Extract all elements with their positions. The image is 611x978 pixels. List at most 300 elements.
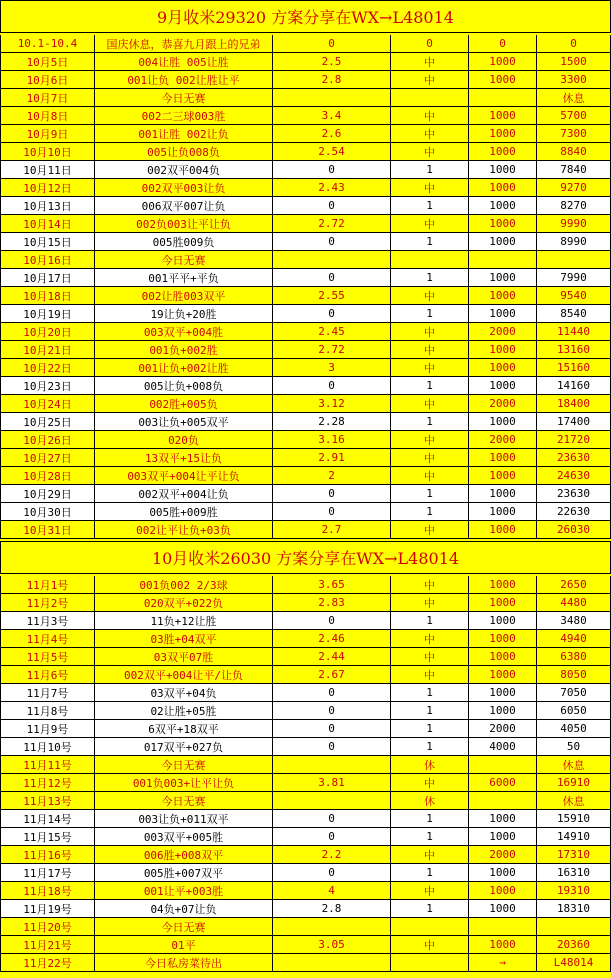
total-cell: 6050	[537, 702, 611, 720]
odds-cell: 3.4	[273, 107, 391, 125]
plan-cell: 006双平007让负	[95, 197, 273, 215]
table-row	[0, 918, 611, 936]
total-cell: 13160	[537, 341, 611, 359]
result-cell: 1	[391, 503, 469, 521]
plan-cell: 003双平+005胜	[95, 828, 273, 846]
odds-cell: 0	[273, 305, 391, 323]
table-row	[0, 449, 611, 467]
total-cell: 休息	[537, 792, 611, 810]
odds-cell: 3.12	[273, 395, 391, 413]
date-cell: 10月26日	[0, 431, 95, 449]
date-cell: 10月24日	[0, 395, 95, 413]
date-cell: 10月21日	[0, 341, 95, 359]
odds-cell: 0	[273, 35, 391, 53]
plan-cell: 03双平07胜	[95, 648, 273, 666]
date-cell: 10月9日	[0, 125, 95, 143]
plan-cell: 005胜009负	[95, 233, 273, 251]
plan-cell: 今日无赛	[95, 792, 273, 810]
table-row	[0, 323, 611, 341]
stake-cell: 1000	[469, 197, 537, 215]
date-cell: 10月29日	[0, 485, 95, 503]
stake-cell: 1000	[469, 630, 537, 648]
table-row	[0, 521, 611, 539]
result-cell: 休	[391, 792, 469, 810]
date-cell: 10月23日	[0, 377, 95, 395]
result-cell: 中	[391, 774, 469, 792]
result-cell: 中	[391, 359, 469, 377]
plan-cell: 001让负 002让胜让平	[95, 71, 273, 89]
plan-cell: 002双平003让负	[95, 179, 273, 197]
odds-cell: 0	[273, 161, 391, 179]
total-cell: 24630	[537, 467, 611, 485]
odds-cell: 2.72	[273, 341, 391, 359]
total-cell: 26030	[537, 521, 611, 539]
table-row	[0, 684, 611, 702]
result-cell: 1	[391, 612, 469, 630]
result-cell: 中	[391, 449, 469, 467]
plan-cell: 003双平+004让平让负	[95, 467, 273, 485]
stake-cell	[469, 756, 537, 774]
plan-cell: 今日无赛	[95, 918, 273, 936]
odds-cell: 0	[273, 612, 391, 630]
result-cell: 休	[391, 756, 469, 774]
stake-cell: 1000	[469, 377, 537, 395]
date-cell: 11月13号	[0, 792, 95, 810]
plan-cell: 001让平+003胜	[95, 882, 273, 900]
odds-cell	[273, 756, 391, 774]
table-row	[0, 612, 611, 630]
table-row	[0, 341, 611, 359]
odds-cell: 0	[273, 720, 391, 738]
result-cell: 中	[391, 143, 469, 161]
plan-cell: 国庆休息，恭喜九月跟上的兄弟	[95, 35, 273, 53]
stake-cell: 1000	[469, 269, 537, 287]
total-cell: 3480	[537, 612, 611, 630]
odds-cell: 0	[273, 197, 391, 215]
table-row	[0, 413, 611, 431]
total-cell: 2650	[537, 576, 611, 594]
table-row	[0, 738, 611, 756]
table-row	[0, 35, 611, 53]
date-cell: 11月2号	[0, 594, 95, 612]
odds-cell: 2.54	[273, 143, 391, 161]
total-cell: 15910	[537, 810, 611, 828]
stake-cell: 1000	[469, 864, 537, 882]
result-cell: 中	[391, 576, 469, 594]
plan-cell: 001负+002胜	[95, 341, 273, 359]
stake-cell	[469, 918, 537, 936]
odds-cell	[273, 918, 391, 936]
stake-cell: 4000	[469, 738, 537, 756]
total-cell: 1500	[537, 53, 611, 71]
table-row	[0, 395, 611, 413]
total-cell: L48014	[537, 954, 611, 972]
stake-cell: 1000	[469, 594, 537, 612]
result-cell: 中	[391, 882, 469, 900]
stake-cell: 2000	[469, 395, 537, 413]
plan-cell: 11负+12让胜	[95, 612, 273, 630]
plan-cell: 003双平+004胜	[95, 323, 273, 341]
total-cell: 15160	[537, 359, 611, 377]
table-row	[0, 630, 611, 648]
table-row	[0, 882, 611, 900]
date-cell: 11月7号	[0, 684, 95, 702]
result-cell	[391, 954, 469, 972]
table-row	[0, 305, 611, 323]
plan-cell: 002双平004负	[95, 161, 273, 179]
date-cell: 11月22号	[0, 954, 95, 972]
date-cell: 10月30日	[0, 503, 95, 521]
stake-cell	[469, 89, 537, 107]
odds-cell	[273, 251, 391, 269]
table-row	[0, 71, 611, 89]
odds-cell: 2.43	[273, 179, 391, 197]
odds-cell: 2.7	[273, 521, 391, 539]
stake-cell: 1000	[469, 828, 537, 846]
odds-cell: 2.28	[273, 413, 391, 431]
total-cell: 休息	[537, 756, 611, 774]
date-cell: 10月31日	[0, 521, 95, 539]
table-row	[0, 594, 611, 612]
total-cell: 19310	[537, 882, 611, 900]
plan-cell: 003让负+005双平	[95, 413, 273, 431]
plan-cell: 002负003让平让负	[95, 215, 273, 233]
table-row	[0, 269, 611, 287]
result-cell: 中	[391, 648, 469, 666]
result-cell: 中	[391, 341, 469, 359]
stake-cell: 2000	[469, 431, 537, 449]
total-cell: 9990	[537, 215, 611, 233]
total-cell: 23630	[537, 485, 611, 503]
total-cell: 11440	[537, 323, 611, 341]
plan-cell: 001负003+让平让负	[95, 774, 273, 792]
total-cell: 8540	[537, 305, 611, 323]
odds-cell: 2.8	[273, 71, 391, 89]
plan-cell: 002让胜003双平	[95, 287, 273, 305]
date-cell: 10月10日	[0, 143, 95, 161]
date-cell: 10月14日	[0, 215, 95, 233]
result-cell: 1	[391, 305, 469, 323]
odds-cell: 3.65	[273, 576, 391, 594]
result-cell: 1	[391, 684, 469, 702]
odds-cell: 0	[273, 828, 391, 846]
date-cell: 11月4号	[0, 630, 95, 648]
date-cell: 10月19日	[0, 305, 95, 323]
stake-cell: 1000	[469, 900, 537, 918]
date-cell: 11月6号	[0, 666, 95, 684]
plan-cell: 6双平+18双平	[95, 720, 273, 738]
table-row	[0, 846, 611, 864]
plan-cell: 02让胜+05胜	[95, 702, 273, 720]
total-cell: 8990	[537, 233, 611, 251]
total-cell: 5700	[537, 107, 611, 125]
odds-cell: 0	[273, 233, 391, 251]
result-cell: 中	[391, 53, 469, 71]
odds-cell: 3.05	[273, 936, 391, 954]
total-cell	[537, 251, 611, 269]
total-cell: 8050	[537, 666, 611, 684]
plan-cell: 005胜+007双平	[95, 864, 273, 882]
total-cell: 50	[537, 738, 611, 756]
total-cell: 0	[537, 35, 611, 53]
stake-cell	[469, 251, 537, 269]
stake-cell: 1000	[469, 233, 537, 251]
result-cell: 中	[391, 323, 469, 341]
table-row	[0, 756, 611, 774]
stake-cell: 1000	[469, 215, 537, 233]
table-row	[0, 936, 611, 954]
plan-cell: 020负	[95, 431, 273, 449]
table-row	[0, 359, 611, 377]
stake-cell: 1000	[469, 53, 537, 71]
date-cell: 10月12日	[0, 179, 95, 197]
stake-cell: 1000	[469, 521, 537, 539]
table-row	[0, 377, 611, 395]
odds-cell: 3.81	[273, 774, 391, 792]
result-cell: 1	[391, 810, 469, 828]
table-row	[0, 954, 611, 972]
plan-cell: 002双平+004让平/让负	[95, 666, 273, 684]
plan-cell: 03双平+04负	[95, 684, 273, 702]
table-row	[0, 792, 611, 810]
stake-cell: 1000	[469, 107, 537, 125]
total-cell: 16310	[537, 864, 611, 882]
stake-cell: 2000	[469, 720, 537, 738]
total-cell: 休息	[537, 89, 611, 107]
date-cell: 11月11号	[0, 756, 95, 774]
date-cell: 10月16日	[0, 251, 95, 269]
result-cell: 1	[391, 233, 469, 251]
stake-cell: 2000	[469, 846, 537, 864]
plan-cell: 今日无赛	[95, 89, 273, 107]
date-cell: 11月14号	[0, 810, 95, 828]
date-cell: 11月5号	[0, 648, 95, 666]
total-cell: 8840	[537, 143, 611, 161]
stake-cell: 1000	[469, 612, 537, 630]
plan-cell: 005胜+009胜	[95, 503, 273, 521]
result-cell: 1	[391, 738, 469, 756]
result-cell: 1	[391, 720, 469, 738]
date-cell: 11月15号	[0, 828, 95, 846]
date-cell: 11月21号	[0, 936, 95, 954]
stake-cell: 1000	[469, 71, 537, 89]
plan-cell: 006胜+008双平	[95, 846, 273, 864]
date-cell: 10月20日	[0, 323, 95, 341]
stake-cell: 1000	[469, 666, 537, 684]
date-cell: 11月3号	[0, 612, 95, 630]
result-cell: 中	[391, 666, 469, 684]
odds-cell	[273, 792, 391, 810]
stake-cell: 1000	[469, 576, 537, 594]
result-cell: 中	[391, 936, 469, 954]
date-cell: 10月5日	[0, 53, 95, 71]
stake-cell: 1000	[469, 359, 537, 377]
table-row	[0, 576, 611, 594]
result-cell: 中	[391, 630, 469, 648]
odds-cell: 2.72	[273, 215, 391, 233]
result-cell: 1	[391, 864, 469, 882]
result-cell: 1	[391, 828, 469, 846]
table-row	[0, 125, 611, 143]
plan-cell: 今日无赛	[95, 251, 273, 269]
table-row	[0, 233, 611, 251]
stake-cell: 1000	[469, 810, 537, 828]
table-row	[0, 215, 611, 233]
plan-cell: 01平	[95, 936, 273, 954]
odds-cell: 2.44	[273, 648, 391, 666]
odds-cell: 0	[273, 269, 391, 287]
odds-cell: 0	[273, 485, 391, 503]
total-cell: 9270	[537, 179, 611, 197]
odds-cell: 3.16	[273, 431, 391, 449]
result-cell: 中	[391, 215, 469, 233]
table-row	[0, 702, 611, 720]
date-cell: 10月25日	[0, 413, 95, 431]
total-cell: 7990	[537, 269, 611, 287]
total-cell: 17400	[537, 413, 611, 431]
date-cell: 10月6日	[0, 71, 95, 89]
stake-cell: 1000	[469, 161, 537, 179]
date-cell: 10月18日	[0, 287, 95, 305]
stake-cell: →	[469, 954, 537, 972]
result-cell: 中	[391, 107, 469, 125]
odds-cell: 0	[273, 810, 391, 828]
result-cell: 1	[391, 900, 469, 918]
stake-cell: 0	[469, 35, 537, 53]
date-cell: 10月27日	[0, 449, 95, 467]
table-row	[0, 431, 611, 449]
total-cell: 22630	[537, 503, 611, 521]
odds-cell: 2.6	[273, 125, 391, 143]
result-cell: 中	[391, 179, 469, 197]
date-cell: 11月12号	[0, 774, 95, 792]
total-cell: 7300	[537, 125, 611, 143]
total-cell: 7050	[537, 684, 611, 702]
date-cell: 10月13日	[0, 197, 95, 215]
odds-cell: 2.83	[273, 594, 391, 612]
table-row	[0, 666, 611, 684]
total-cell: 23630	[537, 449, 611, 467]
table-row	[0, 251, 611, 269]
table-row	[0, 53, 611, 71]
stake-cell: 2000	[469, 323, 537, 341]
plan-cell: 005让负008负	[95, 143, 273, 161]
result-cell: 中	[391, 287, 469, 305]
plan-cell: 002让平让负+03负	[95, 521, 273, 539]
total-cell: 4480	[537, 594, 611, 612]
stake-cell: 1000	[469, 503, 537, 521]
result-cell	[391, 918, 469, 936]
date-cell: 10月22日	[0, 359, 95, 377]
odds-cell: 3	[273, 359, 391, 377]
odds-cell: 2.5	[273, 53, 391, 71]
date-cell: 11月20号	[0, 918, 95, 936]
stake-cell: 1000	[469, 684, 537, 702]
odds-cell: 2.55	[273, 287, 391, 305]
table-row	[0, 810, 611, 828]
table-row	[0, 774, 611, 792]
total-cell: 17310	[537, 846, 611, 864]
result-cell: 中	[391, 467, 469, 485]
stake-cell: 1000	[469, 143, 537, 161]
total-cell: 16910	[537, 774, 611, 792]
result-cell: 1	[391, 377, 469, 395]
plan-cell: 001负002 2/3球	[95, 576, 273, 594]
result-cell: 1	[391, 702, 469, 720]
total-cell: 8270	[537, 197, 611, 215]
table-row	[0, 467, 611, 485]
result-cell: 中	[391, 125, 469, 143]
table-row	[0, 197, 611, 215]
odds-cell: 2	[273, 467, 391, 485]
total-cell: 6380	[537, 648, 611, 666]
odds-cell: 2.46	[273, 630, 391, 648]
plan-cell: 020双平+022负	[95, 594, 273, 612]
result-cell: 0	[391, 35, 469, 53]
date-cell: 11月18号	[0, 882, 95, 900]
result-cell: 中	[391, 521, 469, 539]
odds-cell: 2.8	[273, 900, 391, 918]
stake-cell: 1000	[469, 485, 537, 503]
table-row	[0, 179, 611, 197]
odds-cell: 2.67	[273, 666, 391, 684]
stake-cell: 1000	[469, 882, 537, 900]
date-cell: 10月8日	[0, 107, 95, 125]
result-cell: 中	[391, 395, 469, 413]
result-cell: 中	[391, 846, 469, 864]
stake-cell: 1000	[469, 125, 537, 143]
table-row	[0, 107, 611, 125]
plan-cell: 002双平+004让负	[95, 485, 273, 503]
table-row	[0, 143, 611, 161]
total-cell: 7840	[537, 161, 611, 179]
total-cell: 9540	[537, 287, 611, 305]
odds-cell: 0	[273, 864, 391, 882]
result-cell: 中	[391, 594, 469, 612]
result-cell: 1	[391, 413, 469, 431]
odds-cell: 2.45	[273, 323, 391, 341]
plan-cell: 003让负+011双平	[95, 810, 273, 828]
table-row	[0, 161, 611, 179]
total-cell: 3300	[537, 71, 611, 89]
odds-cell: 0	[273, 702, 391, 720]
total-cell: 4050	[537, 720, 611, 738]
plan-cell: 005让负+008负	[95, 377, 273, 395]
odds-cell	[273, 89, 391, 107]
date-cell: 11月1号	[0, 576, 95, 594]
odds-cell: 4	[273, 882, 391, 900]
result-cell: 1	[391, 161, 469, 179]
plan-cell: 19让负+20胜	[95, 305, 273, 323]
stake-cell	[469, 792, 537, 810]
stake-cell: 1000	[469, 449, 537, 467]
plan-cell: 001平平+平负	[95, 269, 273, 287]
table-row	[0, 720, 611, 738]
total-cell: 20360	[537, 936, 611, 954]
stake-cell: 1000	[469, 467, 537, 485]
plan-cell: 04负+07让负	[95, 900, 273, 918]
plan-cell: 002二三球003胜	[95, 107, 273, 125]
total-cell: 18310	[537, 900, 611, 918]
result-cell: 1	[391, 269, 469, 287]
stake-cell: 1000	[469, 179, 537, 197]
date-cell: 10月28日	[0, 467, 95, 485]
plan-cell: 今日私房菜待出	[95, 954, 273, 972]
total-cell: 4940	[537, 630, 611, 648]
date-cell: 11月17号	[0, 864, 95, 882]
table-row	[0, 864, 611, 882]
stake-cell: 1000	[469, 287, 537, 305]
